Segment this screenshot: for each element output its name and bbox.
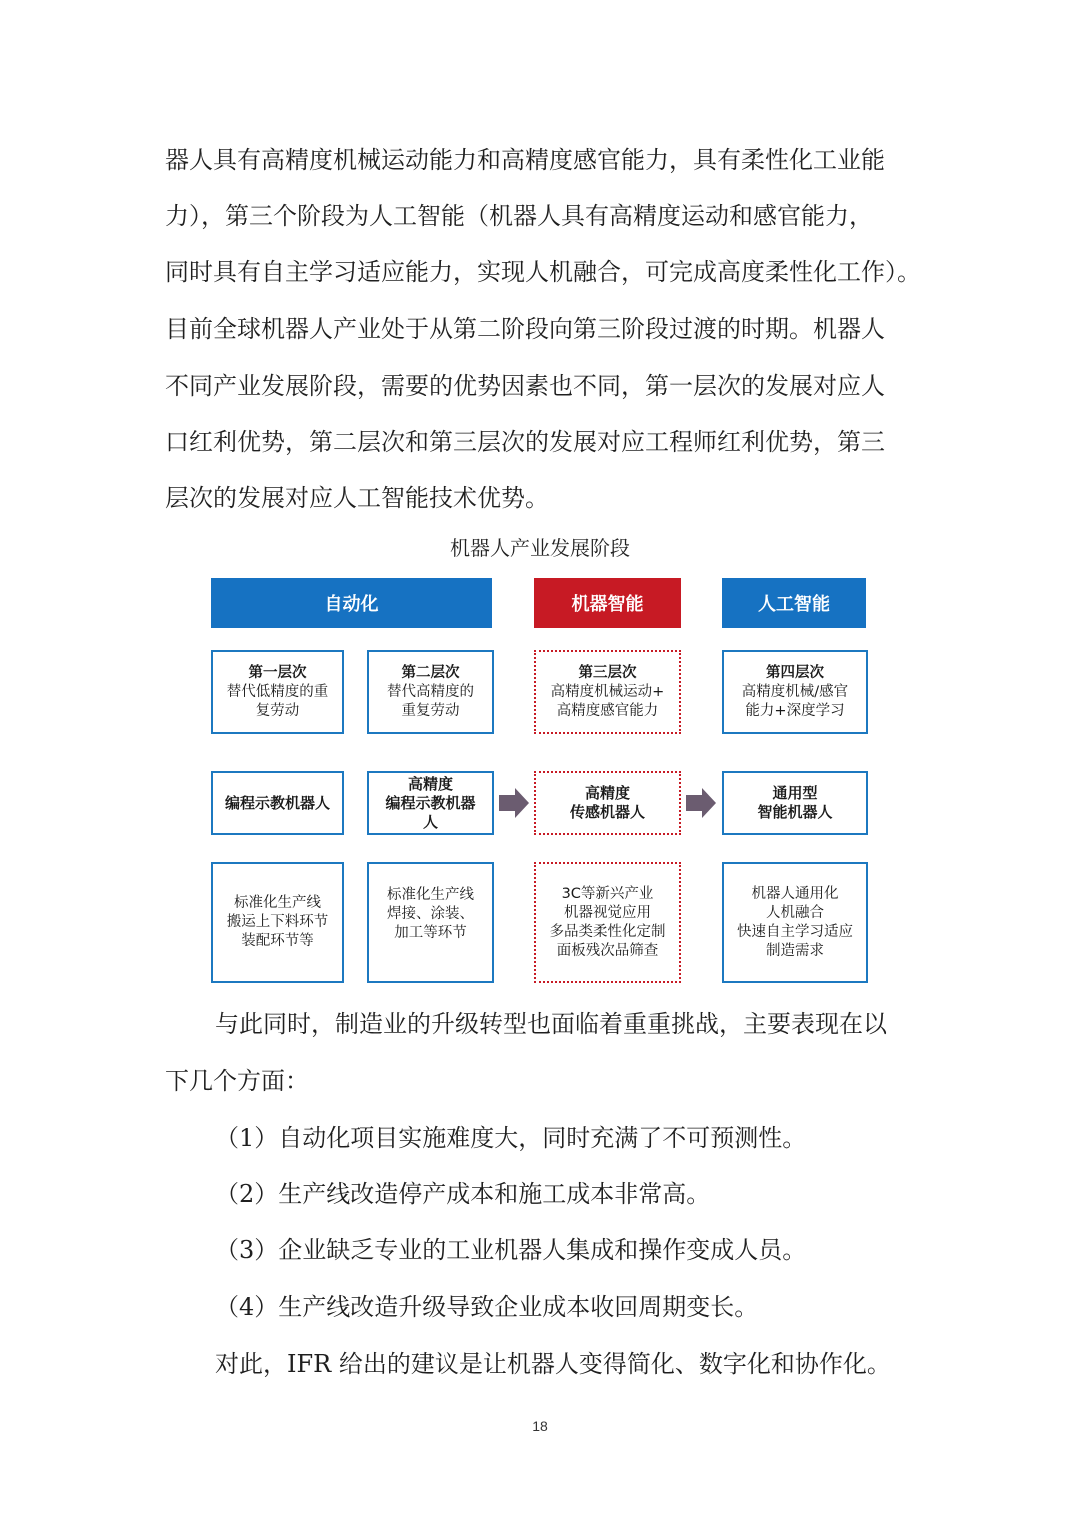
application-line: 标准化生产线 [387, 887, 474, 903]
list-item: （3）企业缺乏专业的工业机器人集成和操作变成人员。 [215, 1236, 807, 1264]
level-desc: 高精度机械/感官 [741, 683, 849, 700]
robot-box-3 [534, 771, 681, 835]
robot-label: 传感机器人 [569, 803, 645, 821]
robot-label: 高精度 [584, 784, 630, 802]
paragraph-line: 层次的发展对应人工智能技术优势。 [165, 484, 549, 512]
right-arrow-icon [497, 786, 531, 820]
application-box-2 [367, 862, 494, 983]
paragraph-line: 同时具有自主学习适应能力，实现人机融合，可完成高度柔性化工作）。 [165, 258, 921, 286]
level-box-4 [722, 650, 868, 734]
level-title: 第四层次 [766, 664, 824, 681]
application-line: 多品类柔性化定制 [549, 923, 666, 940]
level-desc: 能力+深度学习 [745, 702, 845, 719]
application-box-1 [211, 862, 344, 983]
application-line: 人机融合 [766, 904, 824, 921]
robot-label: 编程示教机器 [385, 793, 476, 812]
application-line: 焊接、涂装、 [387, 906, 474, 922]
page-number: 18 [532, 1418, 548, 1434]
header-machine-intelligence: 机器智能 [534, 578, 681, 628]
list-item: （1）自动化项目实施难度大，同时充满了不可预测性。 [215, 1124, 807, 1152]
level-box-2 [367, 650, 494, 734]
application-box-4 [722, 862, 868, 983]
level-box-3 [534, 650, 681, 734]
right-arrow-icon [684, 786, 718, 820]
level-title: 第二层次 [401, 664, 460, 681]
application-line: 装配环节等 [241, 933, 314, 949]
robot-label: 智能机器人 [757, 803, 833, 821]
level-title: 第一层次 [248, 664, 307, 681]
application-line: 制造需求 [766, 942, 824, 959]
application-box-3 [534, 862, 681, 983]
application-line: 加工等环节 [394, 925, 467, 941]
level-desc: 替代高精度的 [387, 683, 474, 700]
paragraph-line: 口红利优势，第二层次和第三层次的发展对应工程师红利优势，第三 [165, 428, 885, 456]
robot-label: 高精度 [407, 774, 453, 793]
application-line: 机器人通用化 [751, 885, 839, 902]
paragraph-line: 下几个方面： [165, 1067, 309, 1095]
level-desc: 重复劳动 [401, 702, 460, 719]
level-desc: 高精度机械运动+ [550, 683, 665, 700]
robot-box-2 [367, 771, 494, 835]
application-line: 机器视觉应用 [564, 904, 651, 921]
level-box-1 [211, 650, 344, 734]
application-line: 面板残次品筛查 [556, 942, 659, 959]
application-line: 标准化生产线 [234, 895, 321, 911]
level-desc: 替代低精度的重 [226, 683, 329, 700]
paragraph-line: 力），第三个阶段为人工智能（机器人具有高精度运动和感官能力， [165, 202, 873, 230]
header-automation: 自动化 [211, 578, 492, 628]
application-line: 搬运上下料环节 [226, 914, 329, 930]
robot-box-1 [211, 771, 344, 835]
figure-title: 机器人产业发展阶段 [450, 536, 630, 560]
paragraph-line: 目前全球机器人产业处于从第二阶段向第三阶段过渡的时期。机器人 [165, 315, 885, 343]
header-artificial-intelligence: 人工智能 [722, 578, 866, 628]
robot-label: 人 [422, 812, 438, 831]
level-title: 第三层次 [578, 664, 637, 681]
paragraph-line: 器人具有高精度机械运动能力和高精度感官能力，具有柔性化工业能 [165, 146, 885, 174]
application-line: 快速自主学习适应 [737, 923, 853, 940]
paragraph-line: 不同产业发展阶段，需要的优势因素也不同，第一层次的发展对应人 [165, 372, 885, 400]
robot-label: 编程示教机器人 [224, 793, 330, 812]
robot-label: 通用型 [772, 784, 818, 802]
level-desc: 高精度感官能力 [556, 702, 659, 719]
list-item: （2）生产线改造停产成本和施工成本非常高。 [215, 1180, 711, 1208]
level-desc: 复劳动 [255, 702, 300, 719]
robot-box-4 [722, 771, 868, 835]
application-line: 3C等新兴产业 [561, 885, 654, 902]
conclusion-line: 对此，IFR 给出的建议是让机器人变得简化、数字化和协作化。 [215, 1350, 891, 1378]
list-item: （4）生产线改造升级导致企业成本收回周期变长。 [215, 1293, 759, 1321]
paragraph-line: 与此同时，制造业的升级转型也面临着重重挑战，主要表现在以 [215, 1010, 887, 1038]
